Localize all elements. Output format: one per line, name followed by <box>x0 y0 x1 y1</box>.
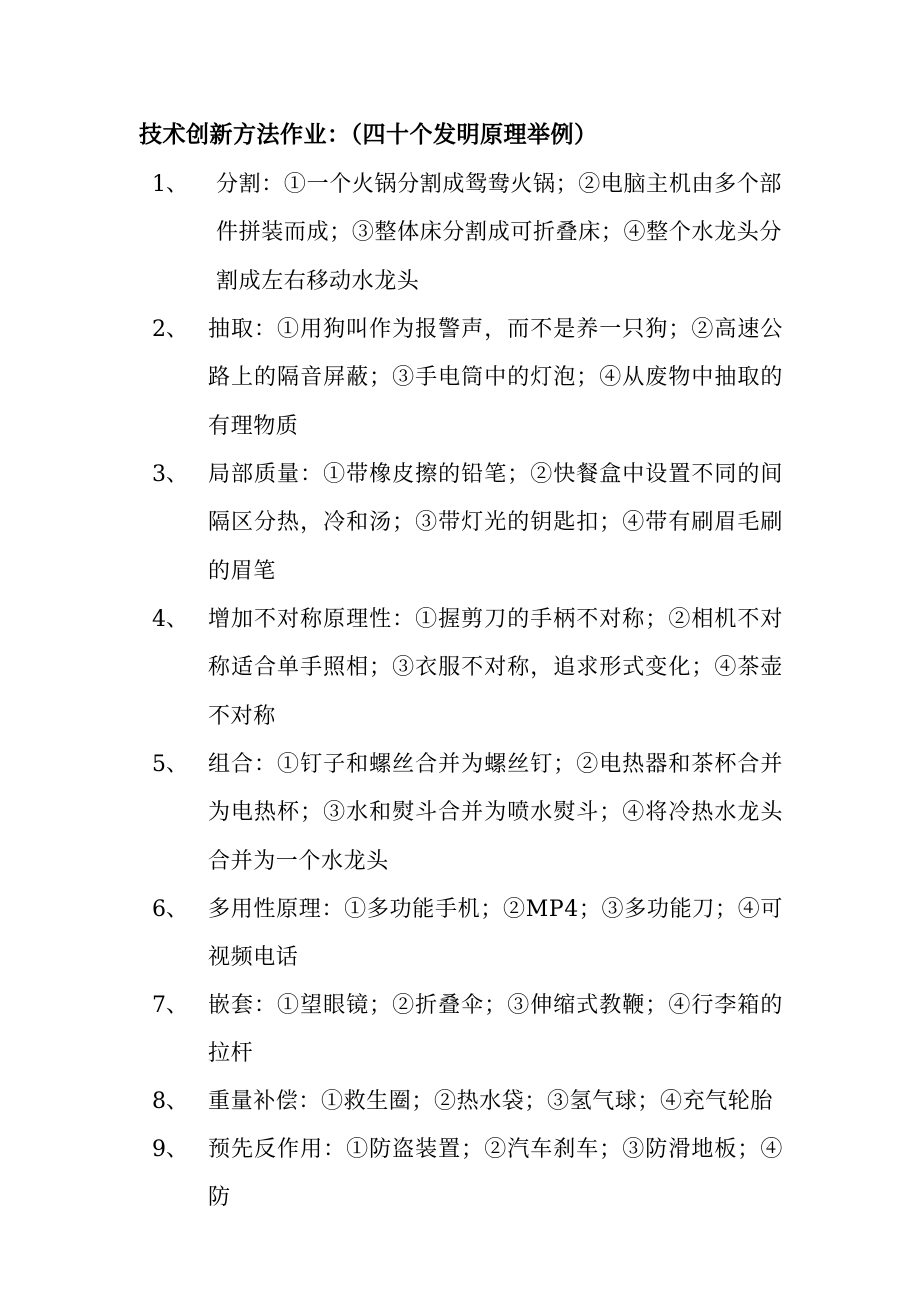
item-text: 预先反作用：①防盗装置；②汽车刹车；③防滑地板；④防 <box>208 1137 783 1211</box>
item-text: 多用性原理：①多功能手机；②MP4；③多功能刀；④可视频电话 <box>208 897 783 971</box>
item-number: 2、 <box>152 317 188 342</box>
item-text: 增加不对称原理性：①握剪刀的手柄不对称；②相机不对称适合单手照相；③衣服不对称，追求形式变化；④茶壶不对称 <box>208 607 783 729</box>
item-text: 抽取：①用狗叫作为报警声，而不是养一只狗；②高速公路上的隔音屏蔽；③手电筒中的灯泡；④从废物中抽取的有理物质 <box>208 317 783 439</box>
item-number: 4、 <box>152 607 188 632</box>
item-text: 重量补偿：①救生圈；②热水袋；③氢气球；④充气轮胎 <box>208 1089 774 1114</box>
item-number: 1、 <box>152 172 188 197</box>
item-number: 8、 <box>152 1089 188 1114</box>
item-number: 5、 <box>152 752 188 777</box>
item-number: 9、 <box>152 1137 188 1162</box>
item-number: 7、 <box>152 993 188 1018</box>
item-text: 嵌套：①望眼镜；②折叠伞；③伸缩式教鞭；④行李箱的拉杆 <box>208 993 783 1067</box>
item-text: 组合：①钉子和螺丝合并为螺丝钉；②电热器和茶杯合并为电热杯；③水和熨斗合并为喷水熨斗；④将冷热水龙头合并为一个水龙头 <box>208 752 783 874</box>
item-text: 分割：①一个火锅分割成鸳鸯火锅；②电脑主机由多个部件拼装而成；③整体床分割成可折叠床；④整个水龙头分割成左右移动水龙头 <box>216 172 782 294</box>
page-title: 技术创新方法作业：（四十个发明原理举例） <box>139 121 598 148</box>
item-text: 局部质量：①带橡皮擦的铅笔；②快餐盒中设置不同的间隔区分热，冷和汤；③带灯光的钥匙扣；④带有刷眉毛刷的眉笔 <box>208 462 783 584</box>
item-number: 6、 <box>152 897 188 922</box>
item-number: 3、 <box>152 462 188 487</box>
